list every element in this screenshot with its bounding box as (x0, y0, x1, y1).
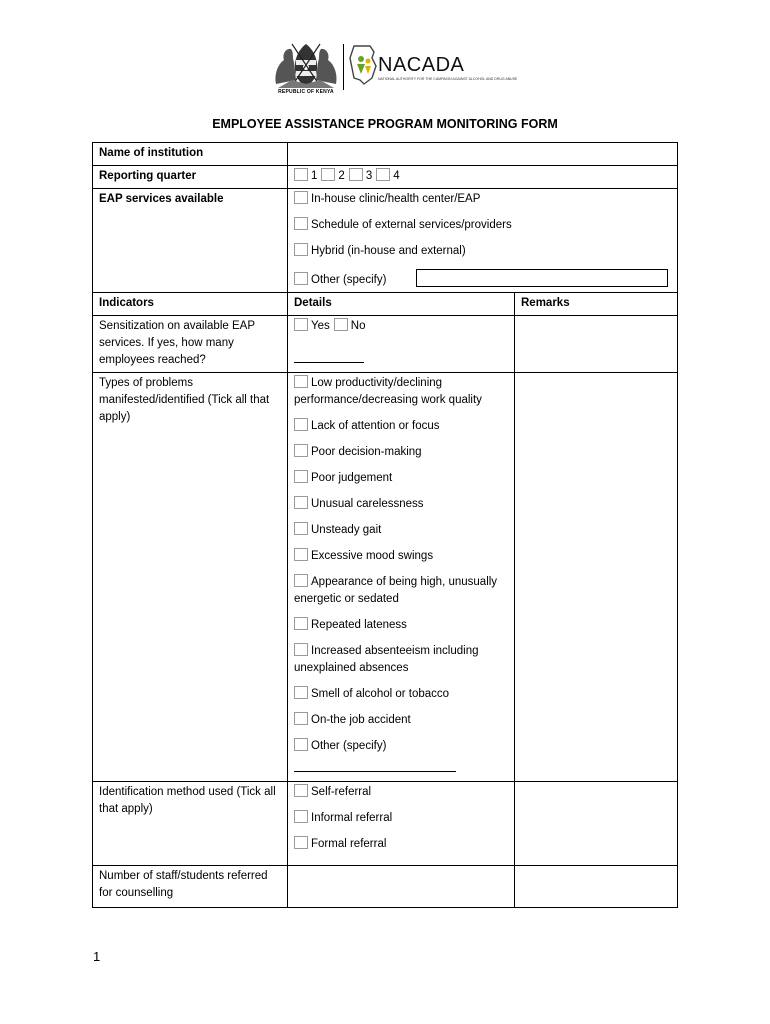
problem-checkbox[interactable] (294, 574, 308, 587)
problem-checkbox[interactable] (294, 712, 308, 725)
reporting-quarter-options (288, 166, 678, 189)
nacada-wordmark: NACADA (378, 54, 465, 76)
problem-label: Increased absenteeism including unexplained absences (294, 645, 479, 674)
header-indicators: Indicators (93, 293, 288, 316)
eap-option-checkbox[interactable] (294, 272, 308, 285)
eap-services-label: EAP services available (93, 189, 288, 293)
problem-checkbox[interactable] (294, 686, 308, 699)
referred-details[interactable] (288, 866, 515, 908)
row-reporting-quarter (93, 166, 678, 189)
problem-checkbox[interactable] (294, 470, 308, 483)
eap-option-label: Schedule of external services/providers (311, 219, 512, 231)
header-details: Details (288, 293, 515, 316)
row-sensitization (93, 316, 678, 373)
row-name-of-institution (93, 143, 678, 166)
header-remarks: Remarks (515, 293, 678, 316)
quarter-3-label: 3 (365, 170, 373, 182)
identification-option-label: Formal referral (311, 838, 387, 850)
identification-option (294, 810, 509, 827)
quarter-4-label: 4 (393, 170, 400, 182)
problem-checkbox[interactable] (294, 496, 308, 509)
problem-option (294, 522, 509, 539)
quarter-4-checkbox[interactable] (376, 168, 390, 181)
row-eap-services (93, 189, 678, 293)
page-number: 1 (93, 949, 101, 964)
problem-checkbox[interactable] (294, 375, 308, 388)
identification-option-label: Informal referral (311, 812, 393, 824)
eap-other-specify-field[interactable] (416, 269, 668, 287)
problem-option (294, 643, 509, 677)
identification-option-label: Self-referral (311, 786, 372, 798)
problem-checkbox[interactable] (294, 522, 308, 535)
no-checkbox[interactable] (334, 318, 348, 331)
name-of-institution-field[interactable] (288, 143, 678, 166)
eap-option-label: Other (specify) (311, 274, 387, 286)
problem-label: Unusual carelessness (311, 498, 424, 510)
problems-remarks[interactable] (515, 373, 678, 782)
sensitization-details (288, 316, 515, 373)
name-of-institution-label: Name of institution (93, 143, 288, 166)
problem-label: Other (specify) (311, 740, 387, 752)
identification-checkbox[interactable] (294, 784, 308, 797)
problem-label: Repeated lateness (311, 619, 407, 631)
problems-options (288, 373, 515, 782)
identification-checkbox[interactable] (294, 836, 308, 849)
referred-remarks[interactable] (515, 866, 678, 908)
employees-reached-blank[interactable] (294, 361, 364, 363)
problem-checkbox[interactable] (294, 643, 308, 656)
problem-checkbox[interactable] (294, 548, 308, 561)
identification-option (294, 836, 509, 853)
quarter-1-checkbox[interactable] (294, 168, 308, 181)
eap-services-options (288, 189, 678, 293)
nacada-kenya-map-icon (348, 44, 378, 86)
logo-divider (343, 44, 344, 90)
quarter-2-checkbox[interactable] (321, 168, 335, 181)
problem-option (294, 375, 509, 409)
identification-checkbox[interactable] (294, 810, 308, 823)
coat-of-arms-logo (272, 40, 340, 98)
eap-option-checkbox[interactable] (294, 191, 308, 204)
eap-option (294, 243, 672, 260)
identification-label: Identification method used (Tick all that apply) (93, 782, 288, 866)
row-referred-for-counselling (93, 866, 678, 908)
problem-option (294, 686, 509, 703)
problem-checkbox[interactable] (294, 444, 308, 457)
eap-option (294, 217, 672, 234)
reporting-quarter-label: Reporting quarter (93, 166, 288, 189)
problem-option (294, 617, 509, 634)
yes-label: Yes (311, 320, 330, 332)
problem-checkbox[interactable] (294, 738, 308, 751)
problem-option (294, 548, 509, 565)
problem-option (294, 712, 509, 729)
problem-label: Excessive mood swings (311, 550, 434, 562)
problem-other-specify-blank[interactable] (294, 770, 456, 772)
problem-label: Smell of alcohol or tobacco (311, 688, 450, 700)
problem-label: Appearance of being high, unusually energetic or sedated (294, 576, 498, 605)
problems-label: Types of problems manifested/identified (Tick all that apply) (93, 373, 288, 782)
eap-option-checkbox[interactable] (294, 243, 308, 256)
yes-checkbox[interactable] (294, 318, 308, 331)
problem-label: On-the job accident (311, 714, 411, 726)
referred-label: Number of staff/students referred for counselling (93, 866, 288, 908)
problem-label: Lack of attention or focus (311, 420, 440, 432)
no-label: No (350, 320, 366, 332)
identification-remarks[interactable] (515, 782, 678, 866)
eap-option (294, 191, 672, 208)
sensitization-label: Sensitization on available EAP services. If yes, how many employees reached? (93, 316, 288, 373)
problem-option (294, 496, 509, 513)
quarter-3-checkbox[interactable] (349, 168, 363, 181)
problem-option (294, 444, 509, 461)
header-logos (272, 40, 518, 98)
problem-option (294, 418, 509, 435)
problem-checkbox[interactable] (294, 418, 308, 431)
problem-label: Low productivity/declining performance/decreasing work quality (294, 377, 482, 406)
row-identification-method (93, 782, 678, 866)
problem-label: Poor decision-making (311, 446, 422, 458)
form-title: EMPLOYEE ASSISTANCE PROGRAM MONITORING FORM (212, 117, 558, 131)
coat-of-arms-caption: REPUBLIC OF KENYA (278, 89, 334, 95)
identification-option (294, 784, 509, 801)
quarter-1-label: 1 (311, 170, 318, 182)
coat-of-arms-icon (272, 40, 340, 90)
eap-option-checkbox[interactable] (294, 217, 308, 230)
problem-option (294, 738, 509, 755)
problem-label: Unsteady gait (311, 524, 382, 536)
quarter-2-label: 2 (338, 170, 345, 182)
problem-option (294, 574, 509, 608)
problem-checkbox[interactable] (294, 617, 308, 630)
problem-option (294, 470, 509, 487)
sensitization-remarks[interactable] (515, 316, 678, 373)
eap-option-label: Hybrid (in-house and external) (311, 245, 466, 257)
nacada-tagline: NATIONAL AUTHORITY FOR THE CAMPAIGN AGAINST ALCOHOL AND DRUG ABUSE (378, 77, 518, 81)
row-types-of-problems (93, 373, 678, 782)
eap-option-label: In-house clinic/health center/EAP (311, 193, 481, 205)
identification-options (288, 782, 515, 866)
row-table-headers (93, 293, 678, 316)
problem-label: Poor judgement (311, 472, 393, 484)
monitoring-form-table (92, 142, 678, 908)
eap-option (294, 269, 672, 289)
